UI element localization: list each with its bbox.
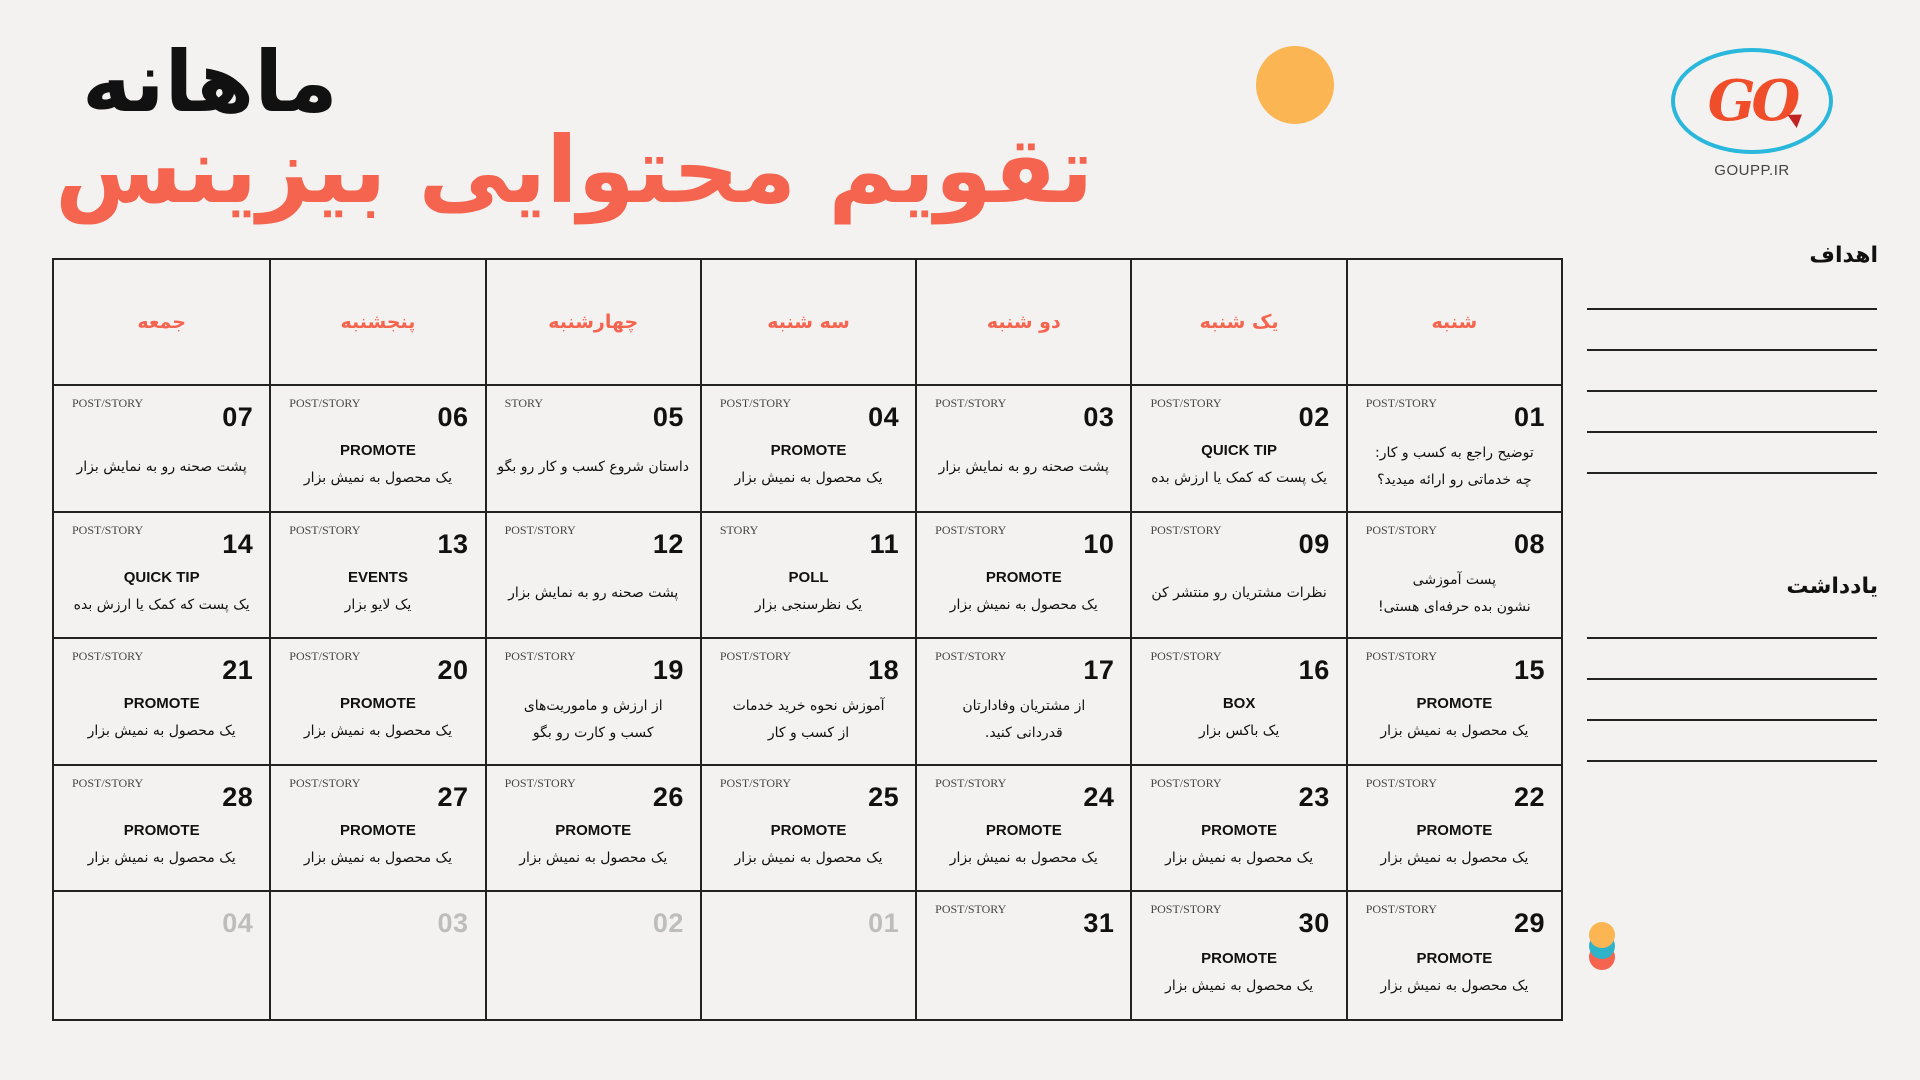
day-cell[interactable] — [700, 766, 915, 893]
weekday-header: سه شنبه — [700, 260, 915, 386]
title-monthly: ماهانه — [82, 33, 338, 131]
day-tag: PROMOTE — [985, 568, 1062, 586]
day-number: 02 — [652, 908, 684, 939]
day-type: POST/STORY — [935, 902, 1007, 917]
day-description: یک لایو بزار — [344, 596, 412, 613]
day-tag: POLL — [788, 568, 829, 586]
day-content — [923, 812, 1124, 883]
day-cell[interactable] — [485, 639, 700, 766]
day-tag: PROMOTE — [770, 442, 847, 460]
day-tag: PROMOTE — [555, 822, 632, 840]
day-description: یک پست که کمک یا ارزش بده — [73, 596, 250, 613]
day-number: 13 — [437, 528, 469, 559]
decorative-circle — [1256, 46, 1334, 124]
notes-line[interactable] — [1587, 760, 1877, 762]
day-description: یک محصول به نمیش بزار — [303, 723, 452, 740]
day-cell[interactable] — [1130, 892, 1345, 1019]
day-cell[interactable] — [269, 892, 484, 1019]
day-type: POST/STORY — [72, 775, 144, 790]
day-type: POST/STORY — [1150, 902, 1222, 917]
day-tag: PROMOTE — [123, 822, 200, 840]
notes-line[interactable] — [1587, 637, 1877, 639]
day-tag: PROMOTE — [985, 822, 1062, 840]
day-description: نظرات مشتریان رو منتشر کن — [1151, 585, 1327, 602]
notes-line[interactable] — [1587, 719, 1877, 721]
day-type: POST/STORY — [1150, 522, 1222, 537]
day-cell[interactable] — [1346, 766, 1561, 893]
day-number: 27 — [437, 781, 469, 812]
day-description: یک محصول به نمیش بزار — [303, 850, 452, 867]
day-description: یک باکس بزار — [1198, 723, 1280, 740]
day-cell[interactable] — [54, 766, 269, 893]
day-description: داستان شروع کسب و کار رو بگو — [497, 458, 690, 475]
day-number: 14 — [222, 528, 254, 559]
day-content — [708, 559, 909, 630]
day-type: POST/STORY — [289, 649, 361, 664]
day-description: آموزش نحوه خرید خدمات از کسب و کار — [732, 698, 885, 742]
day-tag: PROMOTE — [1416, 822, 1493, 840]
day-cell[interactable] — [1346, 892, 1561, 1019]
day-number: 16 — [1298, 655, 1330, 686]
day-type: POST/STORY — [935, 649, 1007, 664]
day-cell[interactable] — [700, 513, 915, 640]
day-number: 20 — [437, 655, 469, 686]
day-content — [60, 559, 263, 630]
day-number: 31 — [1083, 908, 1115, 939]
day-content — [1138, 432, 1339, 503]
day-type: POST/STORY — [1150, 649, 1222, 664]
day-number: 15 — [1513, 655, 1545, 686]
day-cell[interactable] — [269, 513, 484, 640]
day-description: یک پست که کمک یا ارزش بده — [1151, 470, 1328, 487]
logo[interactable] — [1671, 48, 1833, 154]
day-number: 04 — [868, 402, 900, 432]
day-content — [493, 812, 694, 883]
title-main: تقویم محتوایی بیزینس — [55, 117, 1094, 224]
day-description: یک محصول به نمیش بزار — [1165, 850, 1314, 867]
day-type: POST/STORY — [719, 775, 791, 790]
goals-heading: اهداف — [1809, 243, 1878, 268]
day-type: STORY — [504, 396, 544, 410]
day-content — [60, 938, 263, 1011]
day-description: از مشتریان وفادارتان قدردانی کنید. — [962, 698, 1086, 742]
day-content — [277, 432, 478, 503]
goals-line[interactable] — [1587, 431, 1877, 433]
weekday-header: شنبه — [1346, 260, 1561, 386]
day-cell[interactable] — [915, 766, 1130, 893]
day-number: 19 — [652, 655, 684, 686]
day-description: یک محصول به نمیش بزار — [1380, 723, 1529, 740]
day-content — [923, 938, 1124, 1011]
day-type: POST/STORY — [504, 775, 576, 790]
day-type: POST/STORY — [719, 649, 791, 664]
day-content — [493, 559, 694, 630]
day-type: POST/STORY — [1150, 775, 1222, 790]
day-number: 29 — [1513, 908, 1545, 939]
notes-heading: یادداشت — [1786, 574, 1878, 599]
day-cell[interactable] — [915, 386, 1130, 513]
day-number: 28 — [222, 781, 254, 812]
day-tag: PROMOTE — [1201, 949, 1277, 967]
day-description: یک محصول به نمیش بزار — [949, 596, 1098, 613]
goals-line[interactable] — [1587, 349, 1877, 351]
logo-text: GO — [1707, 68, 1797, 134]
logo-caption: GOUPP.IR — [1714, 162, 1790, 179]
day-cell[interactable] — [1130, 386, 1345, 513]
day-number: 06 — [437, 402, 469, 432]
day-tag: PROMOTE — [770, 822, 847, 840]
day-description: یک نظرسنجی بزار — [754, 596, 863, 613]
day-description: یک محصول به نمیش بزار — [87, 723, 236, 740]
weekday-header: دو شنبه — [915, 260, 1130, 386]
day-type: POST/STORY — [72, 522, 144, 537]
day-type: POST/STORY — [1150, 396, 1222, 410]
day-description: یک محصول به نمیش بزار — [1380, 850, 1529, 867]
day-number: 08 — [1513, 528, 1545, 559]
day-type: POST/STORY — [1365, 902, 1437, 917]
day-cell[interactable] — [915, 639, 1130, 766]
day-content — [1138, 685, 1339, 756]
day-number: 05 — [652, 402, 684, 432]
day-content — [60, 432, 263, 503]
day-number: 21 — [222, 655, 254, 686]
day-content — [923, 432, 1124, 503]
day-tag: PROMOTE — [123, 695, 200, 713]
day-content — [923, 559, 1124, 630]
day-type: POST/STORY — [289, 396, 361, 410]
day-description: توضیح راجع به کسب و کار: چه خدماتی رو ارائه میدید؟ — [1374, 445, 1534, 489]
notes-line[interactable] — [1587, 678, 1877, 680]
weekday-header: جمعه — [54, 260, 269, 386]
day-description: پشت صحنه رو به نمایش بزار — [508, 585, 679, 602]
day-number: 03 — [437, 908, 469, 939]
day-description: از ارزش و ماموریت‌های کسب و کارت رو بگو — [523, 698, 663, 742]
day-content — [708, 432, 909, 503]
day-cell[interactable] — [1130, 766, 1345, 893]
dot-yellow — [1589, 922, 1615, 948]
day-type: STORY — [719, 522, 759, 537]
day-cell[interactable] — [700, 639, 915, 766]
day-number: 18 — [868, 655, 900, 686]
day-description: یک محصول به نمیش بزار — [949, 850, 1098, 867]
day-number: 04 — [222, 908, 254, 939]
day-type: POST/STORY — [719, 396, 791, 410]
day-description: یک محصول به نمیش بزار — [303, 470, 452, 487]
day-content — [1138, 938, 1339, 1011]
day-description: پشت صحنه رو به نمایش بزار — [76, 458, 247, 475]
day-number: 01 — [1513, 402, 1545, 432]
day-type: POST/STORY — [1365, 775, 1437, 790]
day-tag: BOX — [1222, 695, 1256, 713]
day-tag: PROMOTE — [340, 822, 416, 840]
day-content — [277, 938, 478, 1011]
day-type: POST/STORY — [1365, 522, 1437, 537]
day-content — [708, 685, 909, 756]
day-number: 01 — [868, 908, 900, 939]
calendar-grid — [52, 258, 1563, 1021]
day-cell[interactable] — [915, 513, 1130, 640]
day-number: 02 — [1298, 402, 1330, 432]
day-tag: PROMOTE — [340, 695, 416, 713]
day-content — [1138, 812, 1339, 883]
day-content — [708, 938, 909, 1011]
day-content — [277, 559, 478, 630]
day-description: یک محصول به نمیش بزار — [734, 470, 883, 487]
day-cell[interactable] — [54, 639, 269, 766]
weekday-header: یک شنبه — [1130, 260, 1345, 386]
day-tag: QUICK TIP — [123, 568, 200, 586]
day-content — [60, 685, 263, 756]
day-number: 10 — [1083, 528, 1115, 559]
day-cell[interactable] — [269, 766, 484, 893]
day-number: 03 — [1083, 402, 1115, 432]
day-description: یک محصول به نمیش بزار — [734, 850, 883, 867]
weekday-header: پنجشنبه — [269, 260, 484, 386]
day-content — [493, 938, 694, 1011]
day-description: پشت صحنه رو به نمایش بزار — [938, 458, 1109, 475]
day-number: 09 — [1298, 528, 1330, 559]
day-cell[interactable] — [54, 892, 269, 1019]
day-cell[interactable] — [269, 639, 484, 766]
day-cell[interactable] — [1346, 639, 1561, 766]
day-tag: QUICK TIP — [1201, 442, 1277, 460]
day-content — [493, 432, 694, 503]
day-content — [60, 812, 263, 883]
day-content — [1138, 559, 1339, 630]
day-cell[interactable] — [1130, 639, 1345, 766]
day-content — [1354, 432, 1555, 503]
day-content — [1354, 685, 1555, 756]
day-number: 24 — [1083, 781, 1115, 812]
weekday-header: چهارشنبه — [485, 260, 700, 386]
day-content — [1354, 938, 1555, 1011]
day-cell[interactable] — [1346, 513, 1561, 640]
day-cell[interactable] — [485, 766, 700, 893]
day-content — [708, 812, 909, 883]
day-tag: PROMOTE — [1416, 695, 1493, 713]
day-type: POST/STORY — [504, 649, 576, 664]
day-type: POST/STORY — [289, 522, 361, 537]
day-description: یک محصول به نمیش بزار — [1165, 977, 1314, 994]
day-cell[interactable] — [1346, 386, 1561, 513]
day-type: POST/STORY — [935, 522, 1007, 537]
day-description: یک محصول به نمیش بزار — [519, 850, 668, 867]
decorative-dots — [1589, 922, 1615, 972]
day-content — [277, 812, 478, 883]
day-cell[interactable] — [269, 386, 484, 513]
day-cell[interactable] — [485, 892, 700, 1019]
day-content — [493, 685, 694, 756]
day-cell[interactable] — [54, 386, 269, 513]
day-type: POST/STORY — [935, 775, 1007, 790]
day-type: POST/STORY — [289, 775, 361, 790]
day-type: POST/STORY — [504, 522, 576, 537]
day-number: 22 — [1513, 781, 1545, 812]
day-type: POST/STORY — [1365, 649, 1437, 664]
day-content — [1354, 559, 1555, 630]
day-cell[interactable] — [700, 892, 915, 1019]
day-description: یک محصول به نمیش بزار — [87, 850, 236, 867]
day-number: 26 — [652, 781, 684, 812]
day-tag: PROMOTE — [340, 442, 416, 460]
day-type: POST/STORY — [1365, 396, 1437, 410]
day-number: 17 — [1083, 655, 1115, 686]
day-number: 12 — [652, 528, 684, 559]
day-tag: PROMOTE — [1416, 949, 1493, 967]
day-type: POST/STORY — [72, 396, 144, 410]
day-description: یک محصول به نمیش بزار — [1380, 977, 1529, 994]
day-cell[interactable] — [700, 386, 915, 513]
day-content — [277, 685, 478, 756]
day-number: 07 — [222, 402, 254, 432]
day-cell[interactable] — [485, 513, 700, 640]
day-cell[interactable] — [485, 386, 700, 513]
goals-line[interactable] — [1587, 472, 1877, 474]
day-cell[interactable] — [54, 513, 269, 640]
day-number: 30 — [1298, 908, 1330, 939]
day-tag: EVENTS — [347, 568, 408, 586]
goals-line[interactable] — [1587, 308, 1877, 310]
day-number: 25 — [868, 781, 900, 812]
day-cell[interactable] — [1130, 513, 1345, 640]
day-type: POST/STORY — [935, 396, 1007, 410]
goals-line[interactable] — [1587, 390, 1877, 392]
day-content — [1354, 812, 1555, 883]
day-tag: PROMOTE — [1201, 822, 1277, 840]
day-description: پست آموزشی نشون بده حرفه‌ای هستی! — [1378, 571, 1531, 615]
day-number: 23 — [1298, 781, 1330, 812]
day-content — [923, 685, 1124, 756]
day-number: 11 — [869, 528, 900, 559]
day-type: POST/STORY — [72, 649, 144, 664]
day-cell[interactable] — [915, 892, 1130, 1019]
